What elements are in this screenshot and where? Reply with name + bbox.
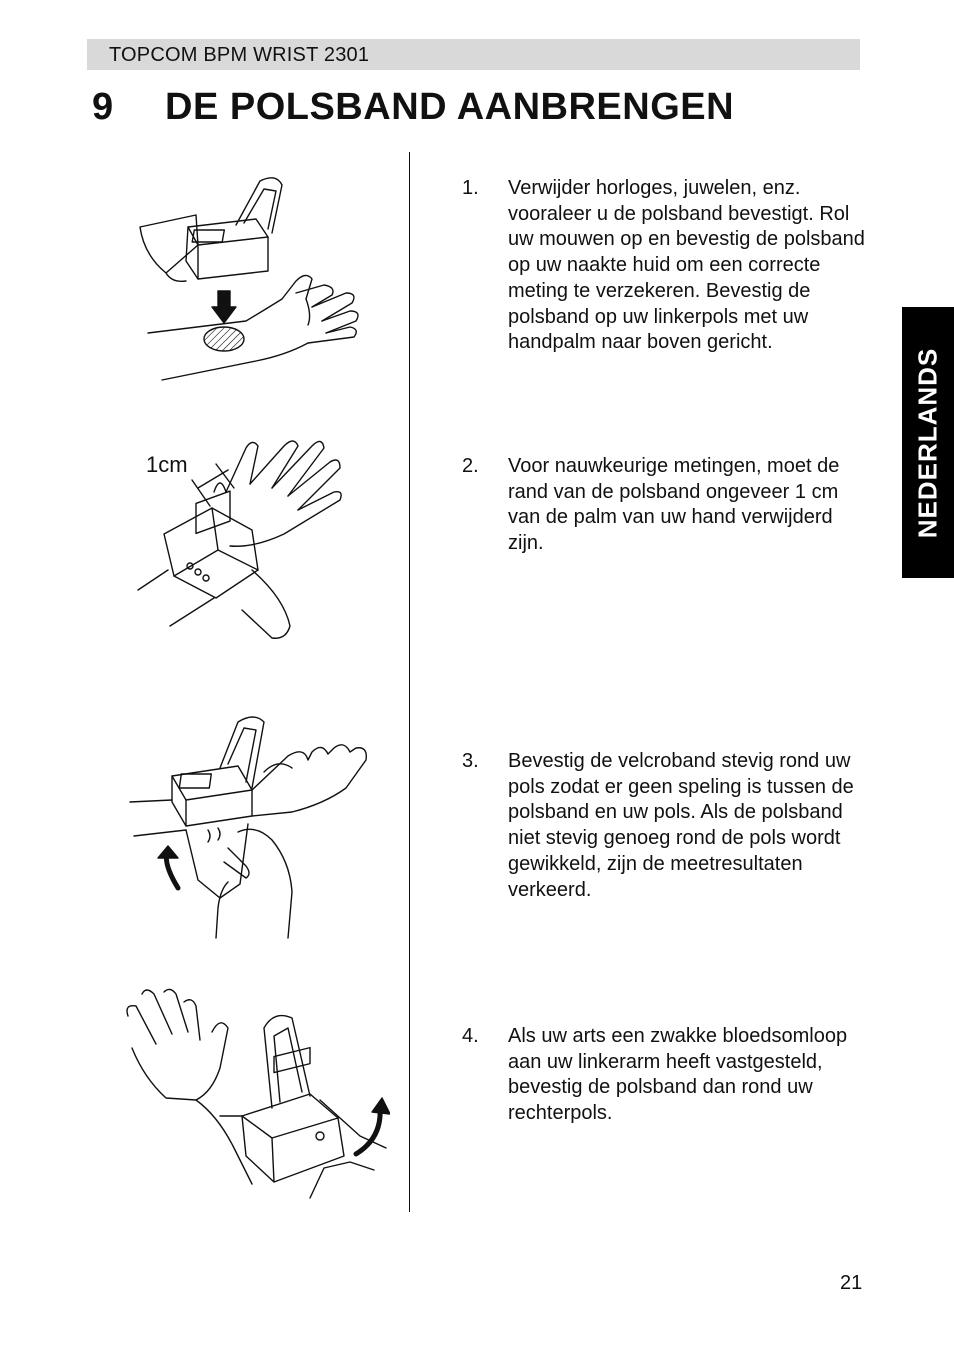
language-label: NEDERLANDS <box>912 347 943 538</box>
header-bar <box>87 39 860 70</box>
step-text: Voor nauwkeurige metingen, moet de rand van de polsband ongeveer 1 cm van de palm van uw hand verwijderd zijn. <box>508 455 840 555</box>
step-text: Bevestig de velcroband stevig rond uw pols zodat er geen speling is tussen de polsband en uw pols. Als de polsband niet stevig genoeg rond de pols wordt gewikkeld, zijn de meetresultaten verkeerd. <box>508 750 854 901</box>
section-title <box>92 86 734 129</box>
step-number: 4. <box>462 1025 479 1047</box>
section-number: 9 <box>92 86 114 128</box>
step-text: Als uw arts een zwakke bloedsomloop aan uw linkerarm heeft vastgesteld, bevestig de polsband dan rond uw rechterpols. <box>508 1025 848 1125</box>
dimension-label-1cm: 1cm <box>146 452 188 477</box>
step-number: 1. <box>462 177 479 199</box>
section-title-text: DE POLSBAND AANBRENGEN <box>165 86 735 128</box>
illustration-step4 <box>124 988 390 1208</box>
illustration-step3 <box>128 712 380 944</box>
header-product-name: TOPCOM BPM WRIST 2301 <box>109 44 370 66</box>
step-text: Verwijder horloges, juwelen, enz. vooraleer u de polsband bevestigt. Rol uw mouwen op en bevestig de polsband op uw naakte huid om een correcte meting te verzekeren. Bevestig de polsband op uw linkerpols met uw handpalm naar boven gericht. <box>508 177 865 354</box>
step-number: 3. <box>462 750 479 772</box>
language-side-tab <box>902 307 954 578</box>
step-number: 2. <box>462 455 479 477</box>
column-divider <box>409 152 410 1212</box>
page-number: 21 <box>840 1272 863 1294</box>
illustration-step1 <box>136 175 372 385</box>
